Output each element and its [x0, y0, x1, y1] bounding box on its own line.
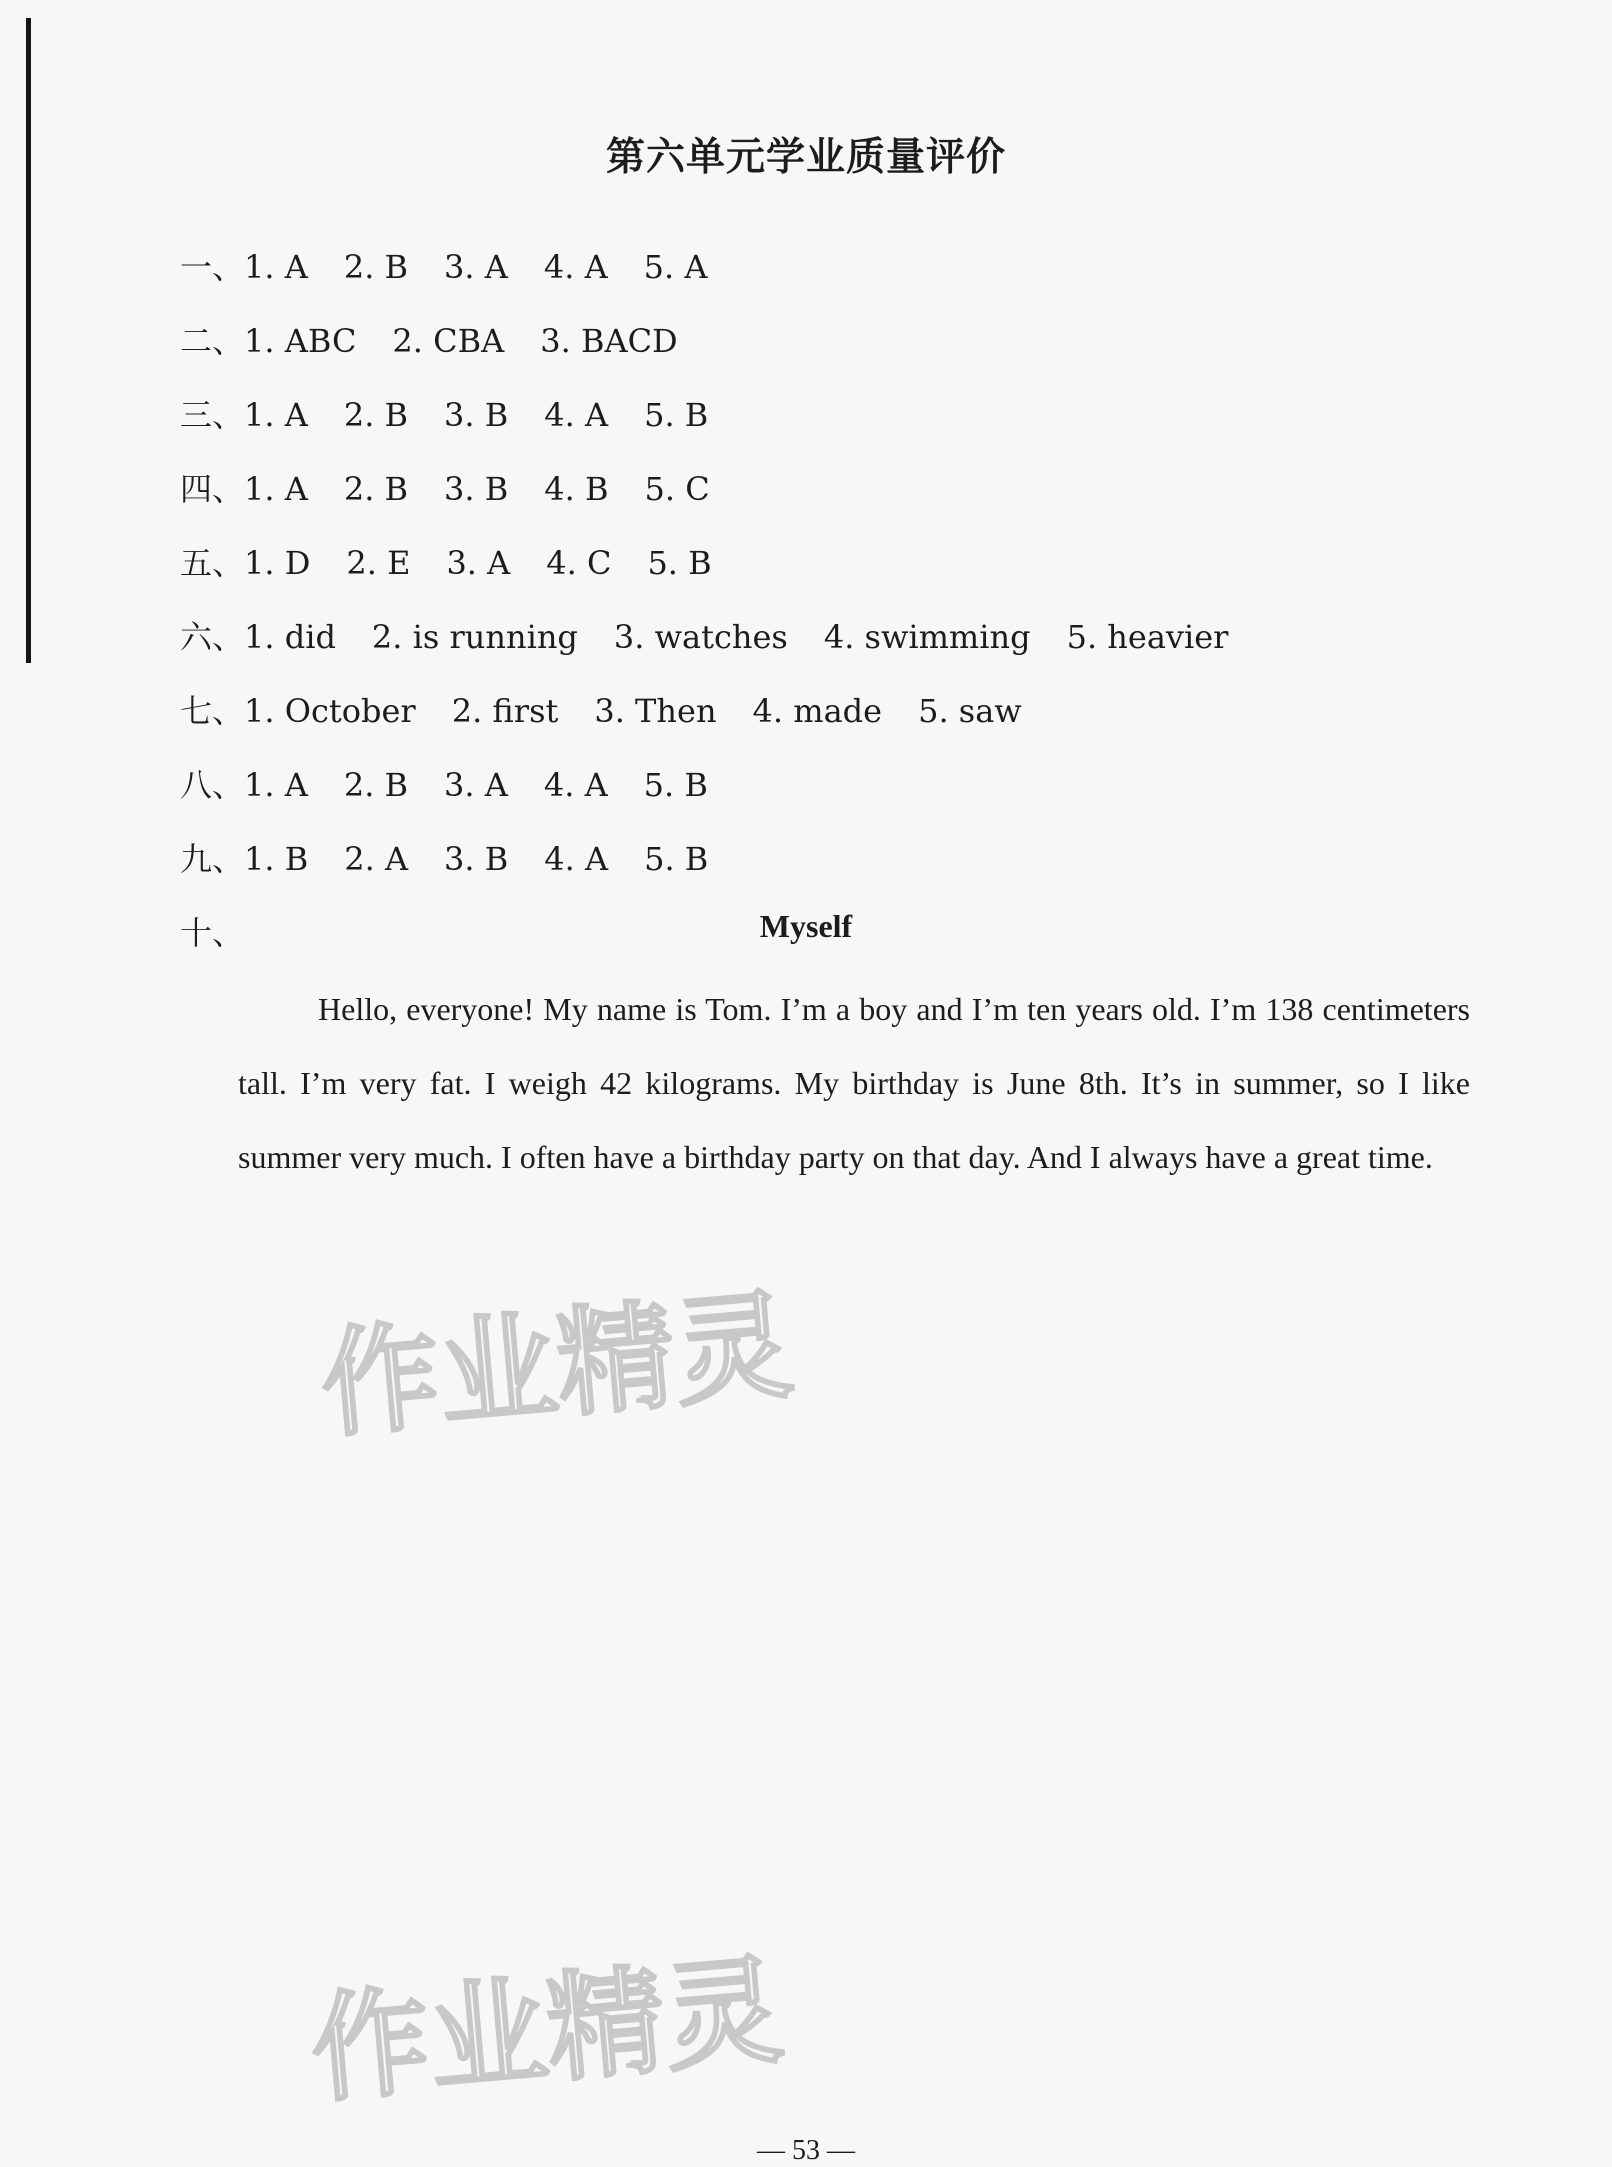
section-number: 六、	[180, 618, 245, 656]
section-number: 八、	[180, 766, 245, 804]
answer-item: 4. A	[544, 840, 609, 878]
answer-item: 1. did	[244, 618, 336, 656]
answer-row	[180, 312, 1264, 386]
answer-item: 4. A	[543, 248, 608, 286]
answer-item: 1. D	[244, 544, 311, 582]
answer-item: 2. B	[343, 766, 409, 804]
answer-item: 5. heavier	[1066, 618, 1229, 656]
answer-row	[180, 238, 1264, 312]
answer-item: 5. B	[644, 396, 709, 434]
answer-item: 2. is running	[371, 618, 578, 656]
section-number: 九、	[180, 840, 245, 878]
binding-line	[26, 18, 31, 663]
answer-item: 1. A	[244, 470, 308, 508]
answer-item: 4. A	[544, 396, 609, 434]
section-number: 一、	[180, 248, 245, 286]
section-number: 二、	[180, 322, 245, 360]
answer-row	[180, 534, 1264, 608]
answer-item: 4. B	[544, 470, 609, 508]
answer-item: 3. A	[446, 544, 511, 582]
section-number: 三、	[180, 396, 245, 434]
answer-item: 1. B	[244, 840, 309, 878]
answer-item: 3. Then	[594, 692, 717, 730]
answer-item: 2. B	[343, 470, 409, 508]
watermark: 作业精灵	[305, 1940, 789, 2120]
answer-item: 1. October	[244, 692, 416, 730]
answer-item: 4. swimming	[823, 618, 1031, 656]
answer-item: 3. B	[444, 396, 509, 434]
answer-item: 4. C	[546, 544, 612, 582]
section-number: 十、	[180, 914, 245, 952]
answer-item: 5. B	[643, 766, 708, 804]
answer-item: 3. A	[444, 248, 508, 286]
page-number: — 53 —	[757, 2135, 855, 2166]
answer-item: 1. A	[244, 396, 308, 434]
essay-title: Myself	[759, 908, 853, 944]
answer-item: 3. B	[444, 840, 509, 878]
section-number: 五、	[180, 544, 245, 582]
answer-row	[180, 756, 1264, 830]
answer-item: 2. first	[451, 692, 559, 730]
page-title: 第六单元学业质量评价	[605, 134, 1006, 180]
answer-item: 3. A	[444, 766, 508, 804]
answer-item: 2. B	[343, 396, 409, 434]
section-number: 七、	[180, 692, 245, 730]
answer-item: 3. BACD	[540, 322, 678, 360]
answer-row	[180, 682, 1264, 756]
answer-row	[180, 830, 1264, 904]
answer-item: 4. A	[543, 766, 608, 804]
answer-item: 2. B	[343, 248, 409, 286]
answer-item: 3. B	[444, 470, 509, 508]
answer-row	[180, 460, 1264, 534]
essay-body: Hello, everyone! My name is Tom. I’m a boy and I’m ten years old. I’m 138 centimeters tall. I’m very fat. I weigh 42 kilograms. My birthday is June 8th. It’s in summer, so I like summer very much. I often have a birthday party on that day. And I always have a great time.	[238, 991, 1470, 1175]
answer-item: 2. E	[346, 544, 411, 582]
answer-item: 5. B	[644, 840, 709, 878]
section-number: 四、	[180, 470, 245, 508]
watermark: 作业精灵	[315, 1275, 799, 1455]
answer-item: 1. A	[244, 248, 308, 286]
answer-item: 2. CBA	[392, 322, 505, 360]
answer-item: 5. B	[647, 544, 712, 582]
answer-item: 4. made	[752, 692, 883, 730]
answer-item: 2. A	[344, 840, 409, 878]
answer-list	[180, 238, 1264, 978]
answer-row	[180, 386, 1264, 460]
answer-item: 1. ABC	[244, 322, 357, 360]
answer-item: 5. A	[643, 248, 708, 286]
answer-item: 1. A	[244, 766, 308, 804]
answer-item: 5. C	[644, 470, 710, 508]
answer-item: 3. watches	[613, 618, 788, 656]
answer-row	[180, 608, 1264, 682]
answer-item: 5. saw	[918, 692, 1022, 730]
